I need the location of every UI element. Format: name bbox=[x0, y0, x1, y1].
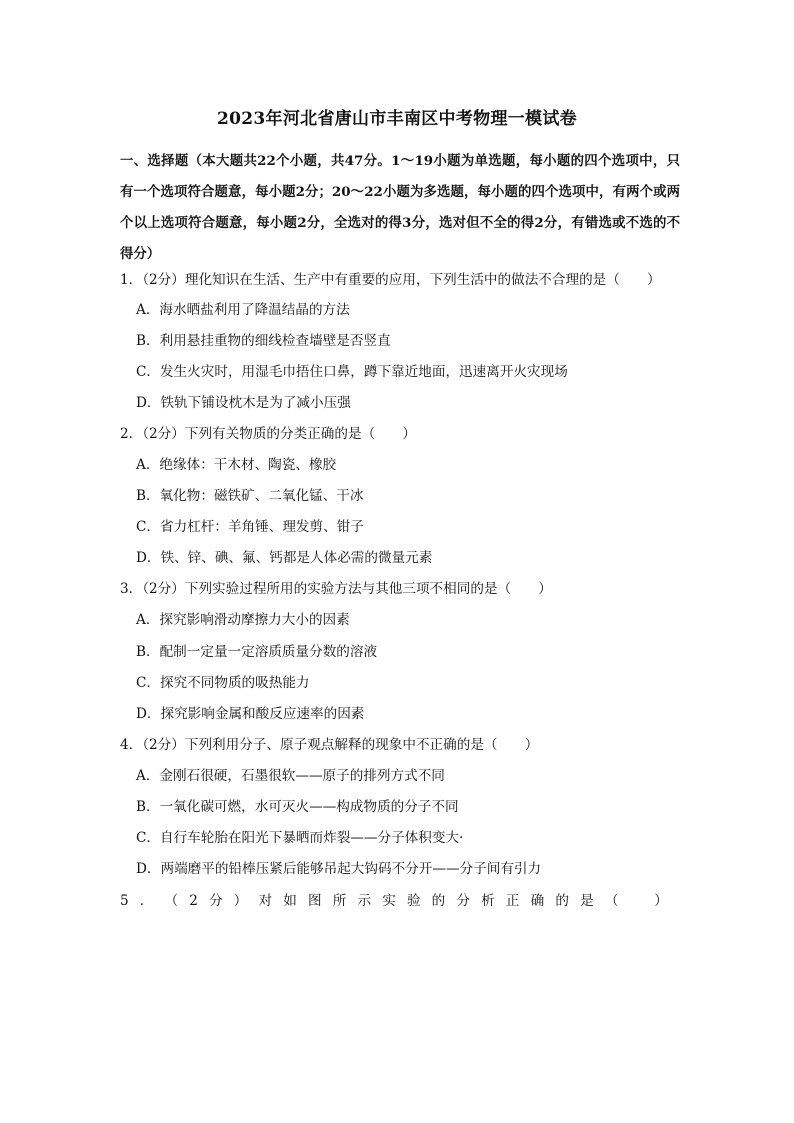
question-1-option-c: C．发生火灾时，用湿毛巾捂住口鼻，蹲下靠近地面，迅速离开火灾现场 bbox=[136, 364, 568, 380]
question-5-char: ） bbox=[233, 893, 248, 909]
exam-title: 2023年河北省唐山市丰南区中考物理一模试卷 bbox=[217, 109, 577, 129]
question-5-char: 的 bbox=[555, 893, 569, 909]
question-2-option-c: C．省力杠杆：羊角锤、理发剪、钳子 bbox=[136, 519, 364, 535]
question-5-char: 所 bbox=[332, 893, 347, 909]
question-5-char: 分 bbox=[209, 893, 223, 909]
question-5-char: 如 bbox=[283, 893, 297, 909]
question-5-char: 5 bbox=[120, 893, 129, 909]
question-5-char: 析 bbox=[481, 893, 495, 909]
question-5-char: （ bbox=[604, 893, 619, 909]
question-5-char: 实 bbox=[382, 893, 396, 909]
question-5-char: 验 bbox=[406, 893, 421, 909]
question-5-char: 正 bbox=[505, 893, 520, 909]
question-1-option-d: D．铁轨下铺设枕木是为了减小压强 bbox=[136, 395, 351, 411]
question-2-option-a: A．绝缘体：干木材、陶瓷、橡胶 bbox=[136, 457, 337, 473]
question-1-stem: 1．（2分）理化知识在生活、生产中有重要的应用，下列生活中的做法不合理的是（ ） bbox=[120, 272, 661, 288]
question-4-option-a: A．金刚石很硬，石墨很软——原子的排列方式不同 bbox=[136, 768, 445, 784]
question-3-option-d: D．探究影响金属和酸反应速率的因素 bbox=[136, 706, 365, 722]
question-5-char: 是 bbox=[580, 893, 594, 909]
question-2-option-d: D．铁、锌、碘、氟、钙都是人体必需的微量元素 bbox=[136, 550, 433, 566]
question-5-char: 示 bbox=[357, 893, 372, 909]
question-5-char bbox=[630, 891, 644, 911]
question-5-char: ） bbox=[654, 893, 668, 909]
question-4-option-c: C．自行车轮胎在阳光下暴晒而炸裂——分子体积变大· bbox=[136, 830, 464, 846]
question-4-stem: 4．（2分）下列利用分子、原子观点解释的现象中不正确的是（ ） bbox=[120, 737, 539, 753]
question-5-char: ． bbox=[139, 893, 154, 909]
question-5-char: 图 bbox=[308, 893, 322, 909]
question-5-char: 分 bbox=[456, 893, 470, 909]
question-4-option-d: D．两端磨平的铅棒压紧后能够吊起大钩码不分开——分子间有引力 bbox=[136, 861, 542, 877]
question-5-char: （ bbox=[164, 893, 179, 909]
section-heading: 一、选择题（本大题共22个小题，共47分。1～19小题为单选题，每小题的四个选项中，只有一个选项符合题意，每小题2分；20～22小题为多选题，每小题的四个选项中，有两个或两个以上选项符合题意，每小题2分，全选对的得3分，选对但不全的得2分，有错选或不选的不得分） bbox=[120, 153, 680, 262]
question-3-option-a: A．探究影响滑动摩擦力大小的因素 bbox=[136, 612, 350, 628]
question-3-stem: 3．（2分）下列实验过程所用的实验方法与其他三项不相同的是（ ） bbox=[120, 581, 552, 597]
question-5-stem bbox=[120, 891, 668, 911]
question-1-option-b: B．利用悬挂重物的细线检查墙壁是否竖直 bbox=[136, 333, 391, 349]
question-5-char: 2 bbox=[189, 893, 198, 909]
question-2-option-b: B．氧化物：磁铁矿、二氧化锰、干冰 bbox=[136, 488, 364, 504]
question-1-option-a: A．海水晒盐利用了降温结晶的方法 bbox=[136, 302, 350, 318]
question-3-option-b: B．配制一定量一定溶质质量分数的溶液 bbox=[136, 644, 378, 660]
question-2-stem: 2．（2分）下列有关物质的分类正确的是（ ） bbox=[120, 426, 416, 442]
question-3-option-c: C．探究不同物质的吸热能力 bbox=[136, 675, 310, 691]
question-5-char: 对 bbox=[258, 893, 273, 909]
question-5-char: 确 bbox=[530, 893, 545, 909]
question-5-char: 的 bbox=[431, 893, 446, 909]
question-4-option-b: B．一氧化碳可燃，水可灭火——构成物质的分子不同 bbox=[136, 799, 459, 815]
